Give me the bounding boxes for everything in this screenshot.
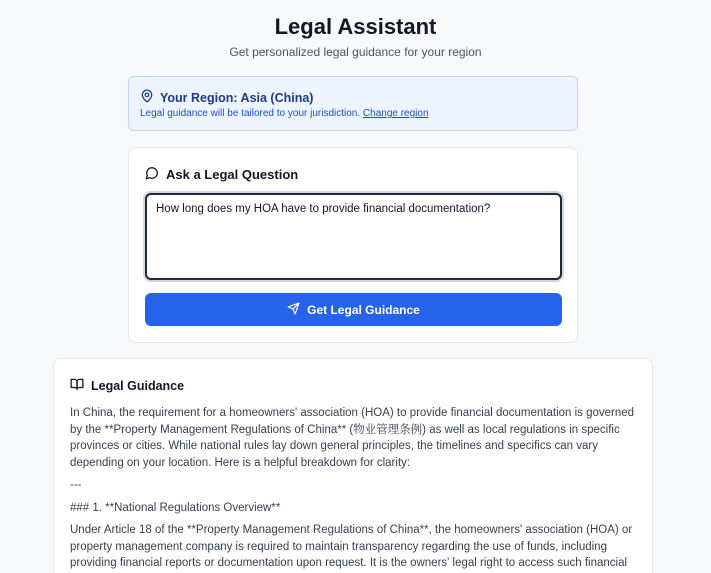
ask-question-card [128,147,578,343]
answer-header [70,377,184,394]
answer-body [70,405,642,573]
legal-guidance-card [53,358,653,573]
submit-label: Get Legal Guidance [307,302,420,317]
region-note-line [140,108,429,119]
ask-heading: Ask a Legal Question [166,167,299,182]
change-region-link[interactable]: Change region [362,108,429,119]
answer-section-heading: ### 1. **National Regulations Overview** [70,501,281,514]
message-circle-icon [145,166,159,183]
region-header [140,89,313,106]
page-title: Legal Assistant [274,14,437,39]
page-subtitle: Get personalized legal guidance for your region [229,45,482,59]
send-icon [287,302,300,318]
region-note: Legal guidance will be tailored to your jurisdiction. [140,108,361,119]
get-legal-guidance-button[interactable] [145,293,562,326]
question-input[interactable] [145,193,562,280]
answer-paragraph: Under Article 18 of the **Property Management Regulations of China**, the homeowners' association (HOA) or property management company is required to maintain transparency regarding the use of funds, including providing financial reports or documentation upon request. It is the owners' legal right to access such financial [70,524,633,569]
answer-paragraph: In China, the requirement for a homeowners' association (HOA) to provide financial documentation is governed by the **Property Management Regulations of China** (物业管理条例) as well as local regulations in specific provinces or cities. While national rules lay down general principles, the timelines and specifics can vary depending on your location. Here is a helpful breakdown for clarity: [70,407,635,469]
answer-heading: Legal Guidance [91,378,185,393]
book-open-icon [70,377,84,394]
region-label: Your Region: Asia (China) [160,90,314,105]
region-banner [128,76,578,131]
map-pin-icon [140,89,154,106]
ask-header [145,166,298,183]
answer-divider: --- [70,479,82,491]
